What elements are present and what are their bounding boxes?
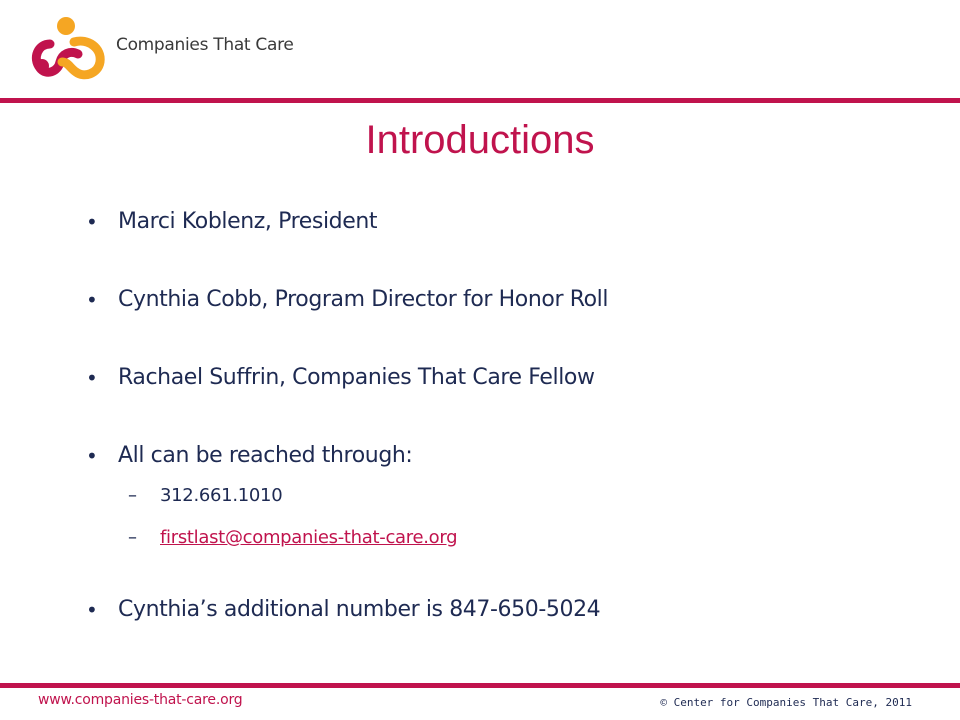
sub-item-email — [80, 527, 900, 549]
slide-content — [80, 205, 900, 671]
footer-website-link[interactable]: www.companies-that-care.org — [38, 692, 243, 708]
header-divider — [0, 98, 960, 103]
bullet-item: • Rachael Suffrin, Companies That Care Fellow — [80, 361, 900, 395]
sub-item-phone: – 312.661.1010 — [80, 485, 900, 507]
footer-copyright: © Center for Companies That Care, 2011 — [660, 696, 912, 709]
companies-that-care-logo-icon — [30, 14, 110, 86]
bullet-item: • Cynthia Cobb, Program Director for Honor Roll — [80, 283, 900, 317]
footer-divider — [0, 683, 960, 688]
brand-name: Companies That Care — [116, 35, 294, 55]
bullet-item: • Marci Koblenz, President — [80, 205, 900, 239]
email-link[interactable]: firstlast@companies-that-care.org — [160, 527, 458, 548]
bullet-item: • Cynthia’s additional number is 847-650-5024 — [80, 593, 900, 627]
logo-dot-crimson — [35, 59, 49, 73]
slide-title: Introductions — [365, 118, 595, 162]
logo-head-orange — [57, 17, 75, 35]
bullet-item: • All can be reached through: — [80, 439, 900, 473]
